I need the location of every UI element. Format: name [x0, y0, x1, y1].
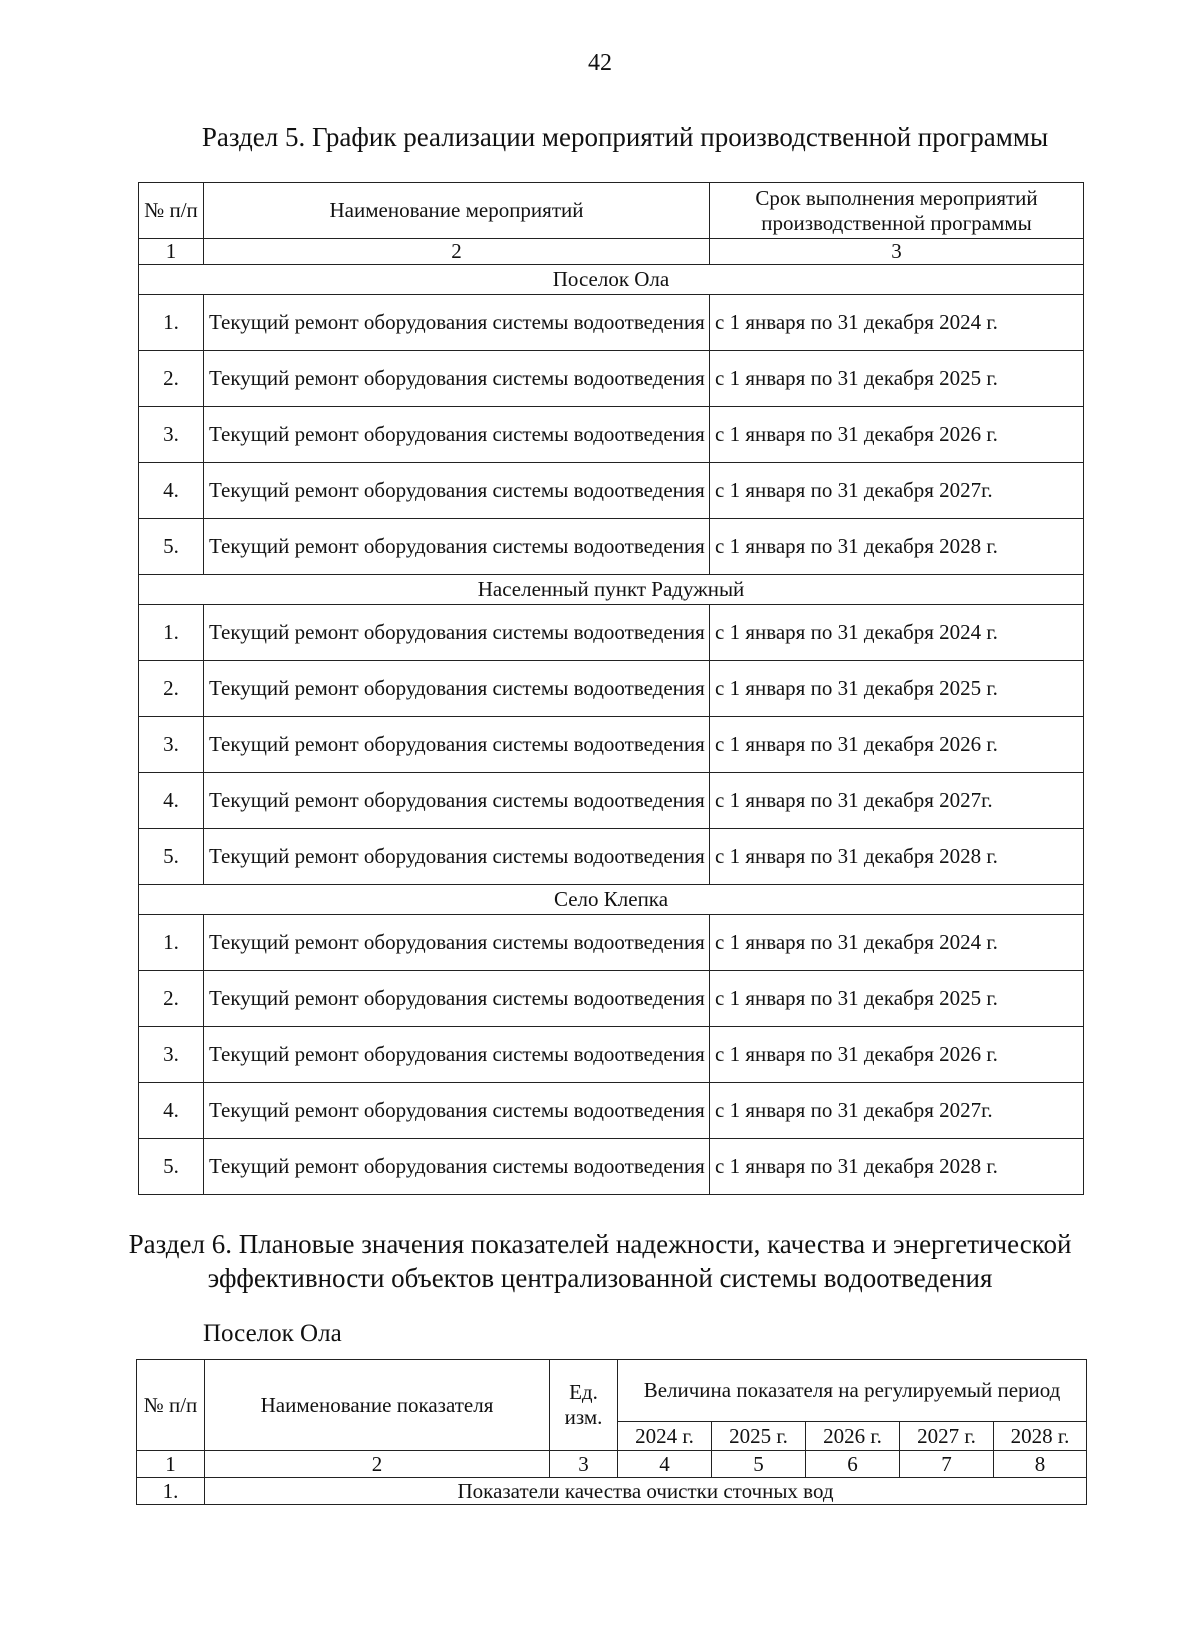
row-term: с 1 января по 31 декабря 2024 г.: [710, 915, 1084, 971]
indicators-header-row: [137, 1360, 1087, 1422]
row-name: Текущий ремонт оборудования системы водоотведения: [204, 463, 710, 519]
row-num: 4.: [139, 463, 204, 519]
row-term: с 1 января по 31 декабря 2027г.: [710, 1083, 1084, 1139]
section-6-subtitle: Поселок Ола: [203, 1320, 342, 1347]
row-num: 2.: [139, 351, 204, 407]
table-row: [139, 1083, 1084, 1139]
column-number: 1: [139, 239, 204, 265]
row-term: с 1 января по 31 декабря 2025 г.: [710, 351, 1084, 407]
section-5-title: Раздел 5. График реализации мероприятий производственной программы: [201, 122, 1049, 152]
header-unit: Ед. изм.: [550, 1360, 618, 1451]
table-row: [139, 351, 1084, 407]
year-header: 2025 г.: [712, 1422, 806, 1451]
row-name: Текущий ремонт оборудования системы водоотведения: [204, 773, 710, 829]
row-name: Текущий ремонт оборудования системы водоотведения: [204, 971, 710, 1027]
row-num: 2.: [139, 661, 204, 717]
row-name: Текущий ремонт оборудования системы водоотведения: [204, 351, 710, 407]
row-term: с 1 января по 31 декабря 2027г.: [710, 463, 1084, 519]
row-num: 1.: [139, 605, 204, 661]
table-row: [139, 519, 1084, 575]
table-row: [139, 463, 1084, 519]
row-term: с 1 января по 31 декабря 2026 г.: [710, 1027, 1084, 1083]
row-term: с 1 января по 31 декабря 2025 г.: [710, 971, 1084, 1027]
row-num: 2.: [139, 971, 204, 1027]
column-number: 3: [710, 239, 1084, 265]
header-num: № п/п: [137, 1360, 205, 1451]
table-row: [139, 407, 1084, 463]
row-num: 5.: [139, 519, 204, 575]
row-term: с 1 января по 31 декабря 2027г.: [710, 773, 1084, 829]
table-row: [139, 915, 1084, 971]
row-name: Текущий ремонт оборудования системы водоотведения: [204, 717, 710, 773]
year-header: 2024 г.: [618, 1422, 712, 1451]
row-num: 1.: [139, 295, 204, 351]
row-term: с 1 января по 31 декабря 2024 г.: [710, 295, 1084, 351]
column-number: 4: [618, 1451, 712, 1478]
year-header: 2028 г.: [994, 1422, 1087, 1451]
header-num: № п/п: [139, 183, 204, 239]
column-numbers-row: [137, 1451, 1087, 1478]
group-title: Село Клепка: [139, 885, 1084, 915]
column-number: 7: [900, 1451, 994, 1478]
header-name: Наименование показателя: [205, 1360, 550, 1451]
column-number: 5: [712, 1451, 806, 1478]
column-numbers-row: [139, 239, 1084, 265]
column-number: 8: [994, 1451, 1087, 1478]
row-name: Текущий ремонт оборудования системы водоотведения: [204, 1083, 710, 1139]
row-name: Текущий ремонт оборудования системы водоотведения: [204, 661, 710, 717]
table-row: [139, 971, 1084, 1027]
row-num: 4.: [139, 1083, 204, 1139]
group-row: [139, 575, 1084, 605]
row-num: 4.: [139, 773, 204, 829]
row-term: с 1 января по 31 декабря 2028 г.: [710, 519, 1084, 575]
table-row: [139, 295, 1084, 351]
row-name: Текущий ремонт оборудования системы водоотведения: [204, 519, 710, 575]
group-title: Населенный пункт Радужный: [139, 575, 1084, 605]
row-term: с 1 января по 31 декабря 2028 г.: [710, 1139, 1084, 1195]
section-6-title: [0, 1227, 1200, 1295]
row-name: Текущий ремонт оборудования системы водоотведения: [204, 1139, 710, 1195]
table-row: [137, 1478, 1087, 1505]
row-term: с 1 января по 31 декабря 2026 г.: [710, 717, 1084, 773]
group-title: Поселок Ола: [139, 265, 1084, 295]
schedule-table: [138, 182, 1084, 1195]
row-name: Текущий ремонт оборудования системы водоотведения: [204, 407, 710, 463]
section-6-title-line-2: эффективности объектов централизованной системы водоотведения: [207, 1263, 993, 1293]
table-row: [139, 661, 1084, 717]
row-name: Текущий ремонт оборудования системы водоотведения: [204, 915, 710, 971]
column-number: 1: [137, 1451, 205, 1478]
table-row: [139, 605, 1084, 661]
row-name: Текущий ремонт оборудования системы водоотведения: [204, 605, 710, 661]
row-num: 5.: [139, 1139, 204, 1195]
row-num: 1.: [139, 915, 204, 971]
group-row: [139, 885, 1084, 915]
page-number: 42: [588, 50, 612, 76]
row-term: с 1 января по 31 декабря 2028 г.: [710, 829, 1084, 885]
year-header: 2026 г.: [806, 1422, 900, 1451]
row-num: 5.: [139, 829, 204, 885]
table-row: [139, 773, 1084, 829]
table-row: [139, 829, 1084, 885]
column-number: 2: [205, 1451, 550, 1478]
row-num: 3.: [139, 1027, 204, 1083]
header-value: Величина показателя на регулируемый период: [618, 1360, 1087, 1422]
row-term: с 1 января по 31 декабря 2025 г.: [710, 661, 1084, 717]
year-header: 2027 г.: [900, 1422, 994, 1451]
row-num: 1.: [137, 1478, 205, 1505]
row-term: с 1 января по 31 декабря 2024 г.: [710, 605, 1084, 661]
row-term: с 1 января по 31 декабря 2026 г.: [710, 407, 1084, 463]
indicators-table: [136, 1359, 1087, 1505]
column-number: 3: [550, 1451, 618, 1478]
group-row: [139, 265, 1084, 295]
row-name: Текущий ремонт оборудования системы водоотведения: [204, 295, 710, 351]
table-row: [139, 1027, 1084, 1083]
section-6-title-line-1: Раздел 6. Плановые значения показателей надежности, качества и энергетической: [128, 1229, 1072, 1259]
table-row: [139, 717, 1084, 773]
row-num: 3.: [139, 717, 204, 773]
row-name: Текущий ремонт оборудования системы водоотведения: [204, 1027, 710, 1083]
header-term: Срок выполнения мероприятий производственной программы: [710, 183, 1084, 239]
row-num: 3.: [139, 407, 204, 463]
row-group-title: Показатели качества очистки сточных вод: [205, 1478, 1087, 1505]
row-name: Текущий ремонт оборудования системы водоотведения: [204, 829, 710, 885]
column-number: 6: [806, 1451, 900, 1478]
table-header-row: [139, 183, 1084, 239]
header-name: Наименование мероприятий: [204, 183, 710, 239]
table-row: [139, 1139, 1084, 1195]
column-number: 2: [204, 239, 710, 265]
